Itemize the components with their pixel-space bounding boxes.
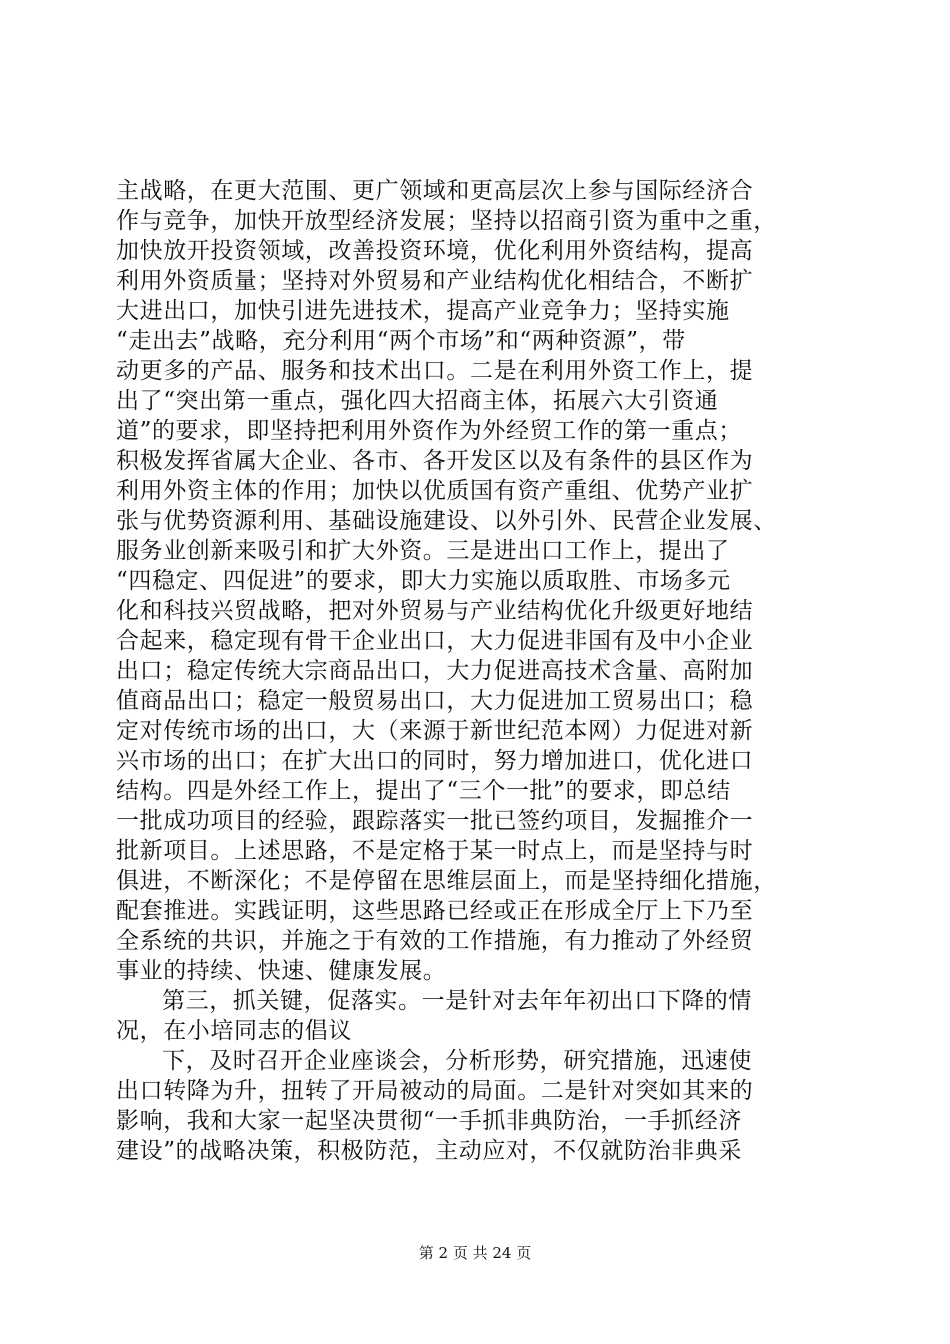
text-line: “走出去”战略，充分利用“两个市场”和“两种资源”，带 <box>116 328 686 354</box>
text-line: 张与优势资源利用、基础设施建设、以外引外、民营企业发展、 <box>116 508 777 534</box>
text-line: 合起来，稳定现有骨干企业出口，大力促进非国有及中小企业 <box>116 628 754 654</box>
text-line: 积极发挥省属大企业、各市、各开发区以及有条件的县区作为 <box>116 448 754 474</box>
text-line: 全系统的共识，并施之于有效的工作措施，有力推动了外经贸 <box>116 928 754 954</box>
document-body <box>116 176 836 1166</box>
text-line: 出口转降为升，扭转了开局被动的局面。二是针对突如其来的 <box>116 1078 754 1104</box>
text-line: 况，在小培同志的倡议 <box>116 1018 352 1044</box>
text-line: 建设”的战略决策，积极防范，主动应对，不仅就防治非典采 <box>116 1138 742 1164</box>
text-line: 兴市场的出口；在扩大出口的同时，努力增加进口，优化进口 <box>116 748 754 774</box>
text-line: “四稳定、四促进”的要求，即大力实施以质取胜、市场多元 <box>116 568 731 594</box>
text-line: 化和科技兴贸战略，把对外贸易与产业结构优化升级更好地结 <box>116 598 754 624</box>
text-line: 下，及时召开企业座谈会，分析形势，研究措施，迅速使 <box>162 1048 752 1074</box>
text-line: 利用外资主体的作用；加快以优质国有资产重组、优势产业扩 <box>116 478 754 504</box>
text-line: 批新项目。上述思路，不是定格于某一时点上，而是坚持与时 <box>116 838 754 864</box>
text-line: 出了“突出第一重点，强化四大招商主体，拓展六大引资通 <box>116 388 719 414</box>
text-line: 作与竞争，加快开放型经济发展；坚持以招商引资为重中之重， <box>116 208 777 234</box>
text-line: 大进出口，加快引进先进技术，提高产业竞争力；坚持实施 <box>116 298 730 324</box>
text-line: 动更多的产品、服务和技术出口。二是在利用外资工作上，提 <box>116 358 754 384</box>
text-line: 配套推进。实践证明，这些思路已经或正在形成全厅上下乃至 <box>116 898 754 924</box>
page-footer: 第 2 页 共 24 页 <box>418 1244 532 1262</box>
text-line: 影响，我和大家一起坚决贯彻“一手抓非典防治，一手抓经济 <box>116 1108 742 1134</box>
text-line: 俱进，不断深化；不是停留在思维层面上，而是坚持细化措施， <box>116 868 777 894</box>
text-line: 定对传统市场的出口，大（来源于新世纪范本网）力促进对新 <box>116 718 754 744</box>
text-line: 事业的持续、快速、健康发展。 <box>116 958 447 984</box>
text-line: 值商品出口；稳定一般贸易出口，大力促进加工贸易出口；稳 <box>116 688 754 714</box>
text-line: 道”的要求，即坚持把利用外资作为外经贸工作的第一重点； <box>116 418 742 444</box>
text-line: 加快放开投资领域，改善投资环境，优化利用外资结构，提高 <box>116 238 754 264</box>
text-line: 第三，抓关键，促落实。一是针对去年年初出口下降的情 <box>162 988 752 1014</box>
text-line: 利用外资质量；坚持对外贸易和产业结构优化相结合，不断扩 <box>116 268 754 294</box>
text-line: 结构。四是外经工作上，提出了“三个一批”的要求，即总结 <box>116 778 731 804</box>
text-line: 一批成功项目的经验，跟踪落实一批已签约项目，发掘推介一 <box>116 808 754 834</box>
text-line: 出口；稳定传统大宗商品出口，大力促进高技术含量、高附加 <box>116 658 754 684</box>
text-line: 服务业创新来吸引和扩大外资。三是进出口工作上，提出了 <box>116 538 730 564</box>
text-line: 主战略，在更大范围、更广领域和更高层次上参与国际经济合 <box>116 178 754 204</box>
